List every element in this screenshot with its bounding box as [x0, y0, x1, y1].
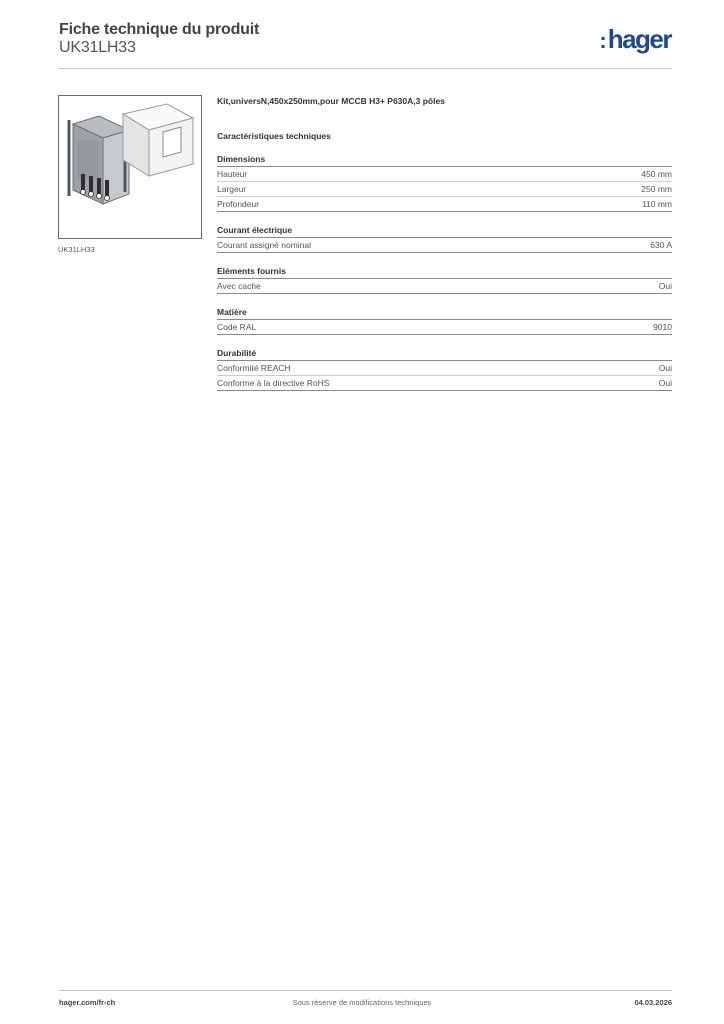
footer-divider [59, 990, 672, 991]
spec-label: Profondeur [217, 199, 260, 209]
product-description: Kit,universN,450x250mm,pour MCCB H3+ P630A,3 pôles [217, 96, 445, 106]
logo-text: hager [607, 24, 671, 54]
spec-heading: Caractéristiques techniques [217, 131, 331, 141]
spec-row [217, 238, 672, 253]
spec-label: Avec cache [217, 281, 261, 291]
product-code: UK31LH33 [59, 39, 136, 56]
footer-website-link[interactable]: hager.com/fr-ch [59, 998, 116, 1007]
spec-value: 9010 [653, 322, 672, 332]
spec-row [217, 279, 672, 294]
footer-notice: Sous réserve de modifications techniques [292, 998, 432, 1007]
group-title: Dimensions [217, 154, 672, 167]
spec-value: Oui [658, 281, 672, 291]
group-title: Durabilité [217, 348, 672, 361]
cover-drawing [123, 104, 193, 176]
spec-section [217, 96, 672, 391]
spec-group-dimensions [217, 154, 672, 212]
spec-label: Conforme à la directive RoHS [217, 378, 330, 388]
footer-date: 04.03.2026 [634, 998, 672, 1007]
spec-group-supplied-elements [217, 266, 672, 294]
spec-row [217, 320, 672, 335]
product-illustration [59, 96, 201, 238]
spec-label: Conformité REACH [217, 363, 291, 373]
product-image [58, 95, 202, 239]
spec-row [217, 376, 672, 391]
spec-row [217, 182, 672, 197]
spec-label: Largeur [217, 184, 247, 194]
spec-group-material [217, 307, 672, 335]
spec-label: Hauteur [217, 169, 248, 179]
image-caption: UK31LH33 [58, 245, 95, 254]
spec-value: Oui [658, 378, 672, 388]
spec-value: Oui [658, 363, 672, 373]
spec-value: 630 A [650, 240, 672, 250]
header-divider [59, 68, 672, 69]
group-title: Courant électrique [217, 225, 672, 238]
logo-prefix: : [599, 28, 607, 53]
hager-logo [599, 26, 671, 52]
group-title: Matière [217, 307, 672, 320]
group-title: Eléments fournis [217, 266, 672, 279]
spec-value: 250 mm [641, 184, 672, 194]
spec-row [217, 197, 672, 212]
spec-value: 450 mm [641, 169, 672, 179]
spec-label: Code RAL [217, 322, 257, 332]
spec-label: Courant assigné nominal [217, 240, 312, 250]
spec-group-sustainability [217, 348, 672, 391]
spec-value: 110 mm [641, 199, 672, 209]
spec-row [217, 361, 672, 376]
spec-row [217, 167, 672, 182]
mounting-plate-drawing [69, 114, 129, 204]
page-title: Fiche technique du produit [59, 21, 260, 38]
spec-group-electric-current [217, 225, 672, 253]
